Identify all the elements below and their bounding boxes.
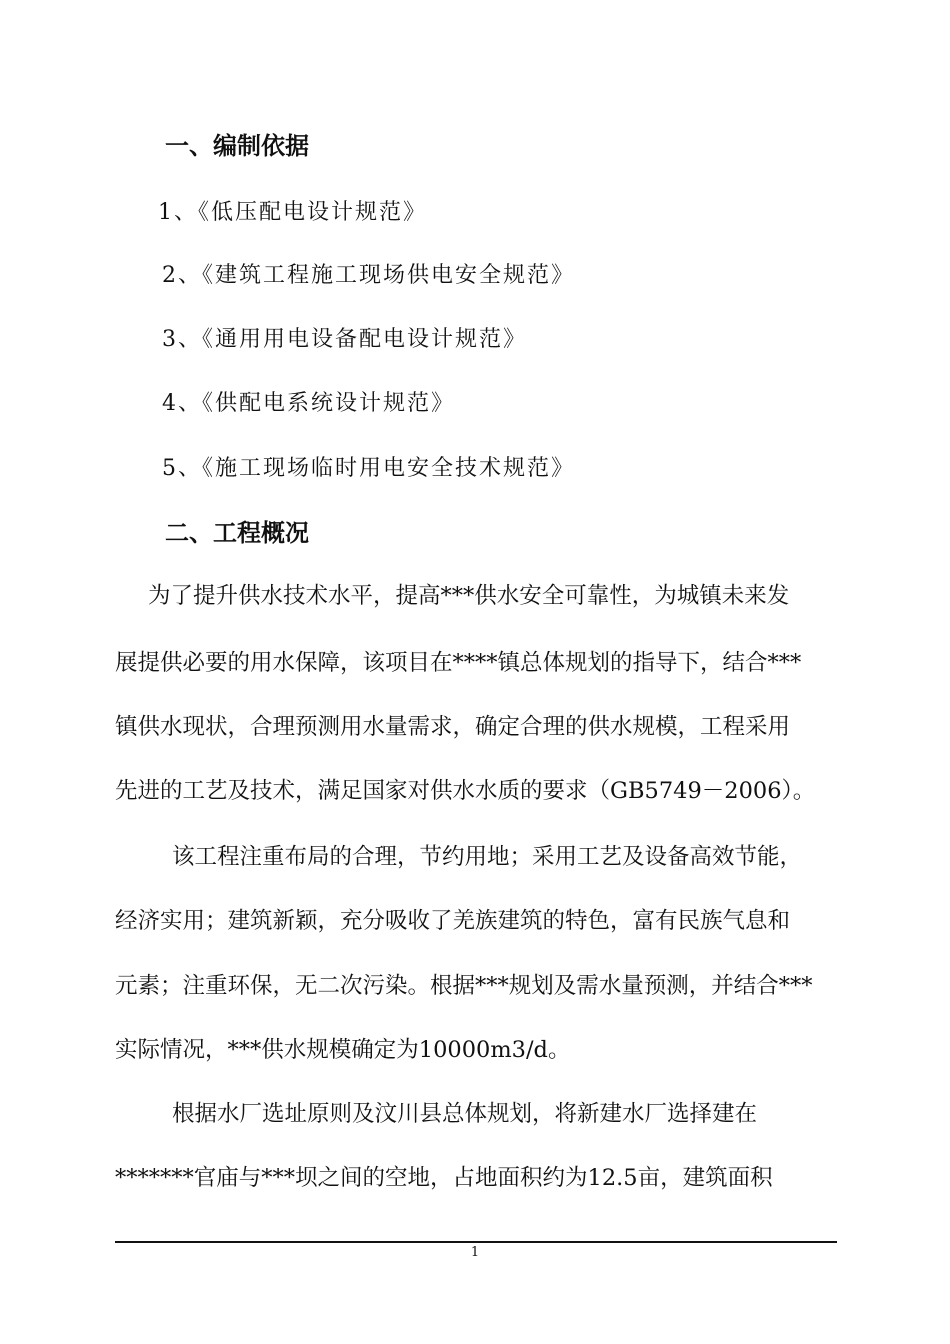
overview-paragraph-3-line-1: 根据水厂选址原则及汶川县总体规划，将新建水厂选择建在 bbox=[172, 1101, 758, 1127]
overview-paragraph-1-line-2: 展提供必要的用水保障，该项目在****镇总体规划的指导下，结合*** bbox=[115, 650, 802, 676]
overview-paragraph-1-line-3: 镇供水现状，合理预测用水量需求，确定合理的供水规模，工程采用 bbox=[115, 714, 791, 740]
basis-item-4: 4、《供配电系统设计规范》 bbox=[162, 391, 455, 416]
basis-item-3: 3、《通用用电设备配电设计规范》 bbox=[162, 327, 527, 352]
overview-paragraph-3-line-2: *******官庙与***坝之间的空地，占地面积约为12.5亩，建筑面积 bbox=[115, 1165, 773, 1191]
basis-item-2: 2、《建筑工程施工现场供电安全规范》 bbox=[162, 263, 575, 288]
overview-paragraph-2-line-4: 实际情况，***供水规模确定为10000m3/d。 bbox=[115, 1037, 571, 1063]
basis-item-5: 5、《施工现场临时用电安全技术规范》 bbox=[162, 456, 575, 481]
overview-paragraph-2-line-2: 经济实用；建筑新颖，充分吸收了羌族建筑的特色，富有民族气息和 bbox=[115, 908, 791, 934]
page-number: 1 bbox=[470, 1245, 480, 1260]
section-heading-basis: 一、编制依据 bbox=[165, 132, 309, 160]
overview-paragraph-1-line-4: 先进的工艺及技术，满足国家对供水水质的要求（GB5749－2006）。 bbox=[115, 778, 816, 804]
section-heading-overview: 二、工程概况 bbox=[165, 519, 309, 547]
overview-paragraph-1-line-1: 为了提升供水技术水平，提高***供水安全可靠性，为城镇未来发 bbox=[148, 583, 790, 609]
overview-paragraph-2-line-3: 元素；注重环保，无二次污染。根据***规划及需水量预测，并结合*** bbox=[115, 973, 813, 999]
footer-divider bbox=[115, 1241, 837, 1243]
basis-item-1: 1、《低压配电设计规范》 bbox=[158, 200, 427, 225]
overview-paragraph-2-line-1: 该工程注重布局的合理，节约用地；采用工艺及设备高效节能， bbox=[172, 844, 803, 870]
